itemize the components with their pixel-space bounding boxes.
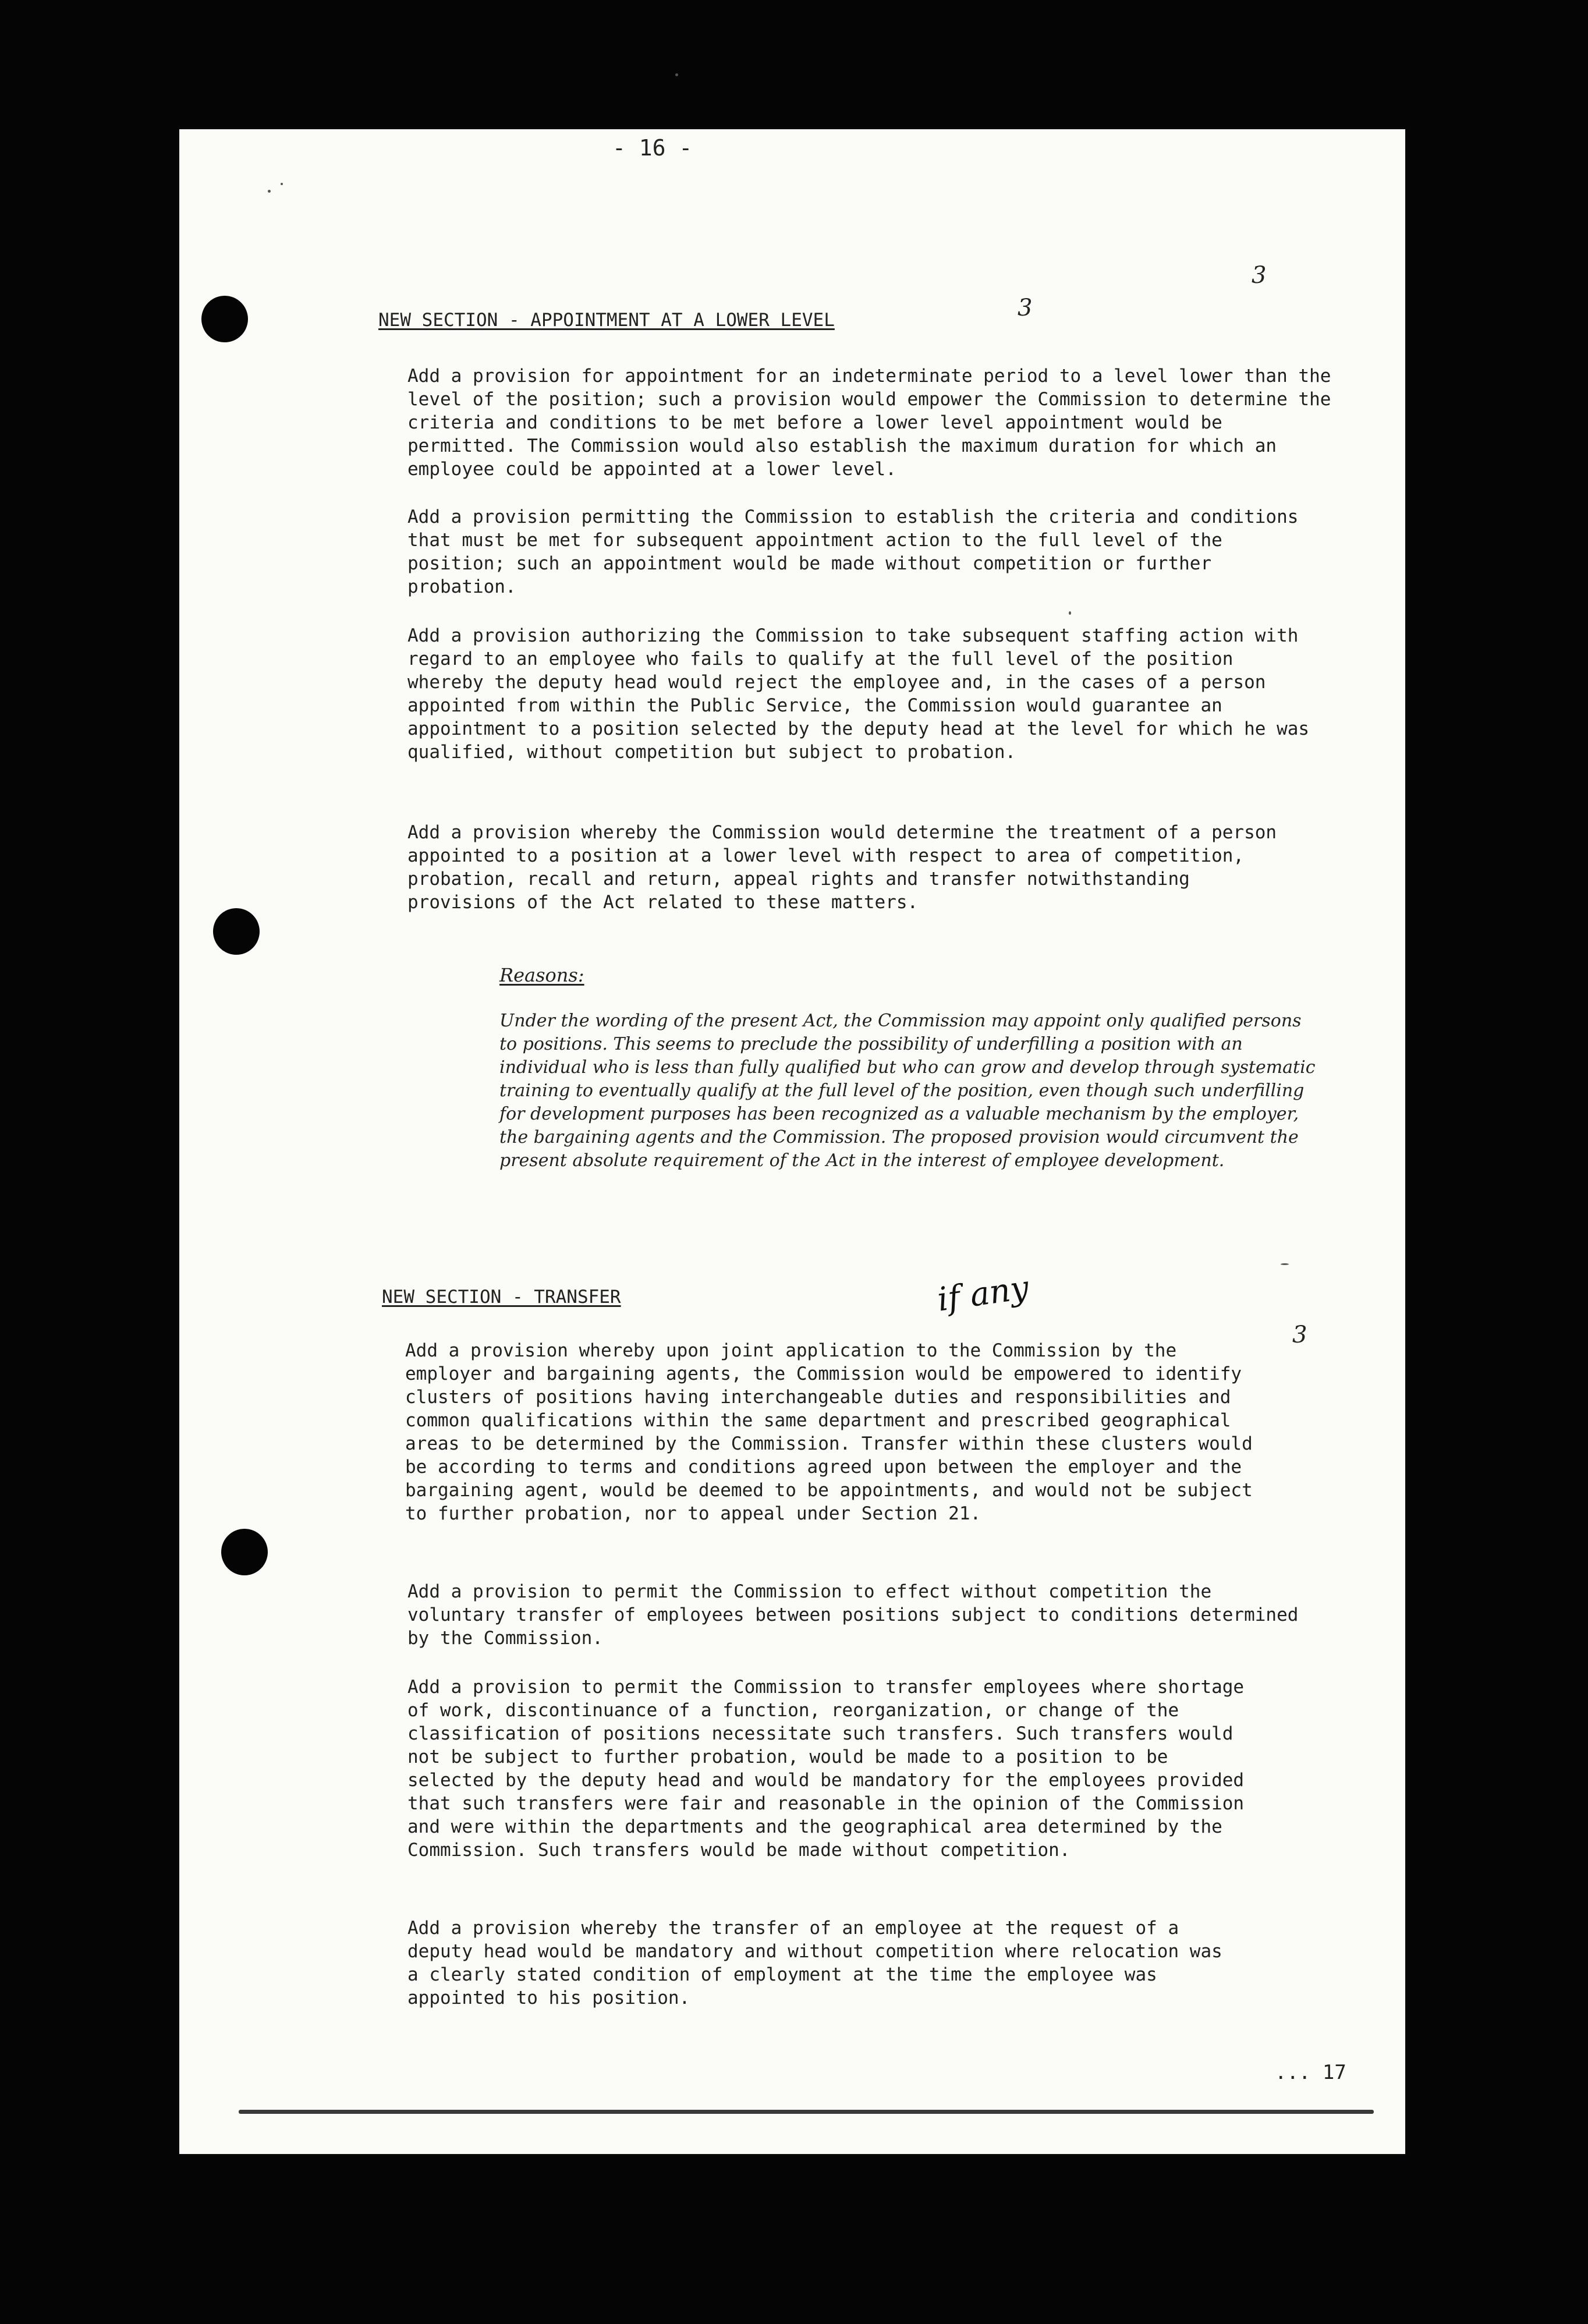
transfer-margin-mark: 3	[1292, 1322, 1307, 1348]
speck-mark	[675, 73, 678, 76]
handwritten-note: if any	[935, 1269, 1032, 1319]
continued-page-indicator: ... 17	[1275, 2061, 1346, 2084]
section-heading-transfer: NEW SECTION - TRANSFER	[382, 1287, 621, 1308]
paragraph-appointment-4: Add a provision whereby the Commission would determine the treatment of a person appointed to a position at a lower level with respect to area of competition, probation, recall and return, appeal rights and transfer notwithstanding provisions of the Act related to these matters.	[407, 822, 1277, 913]
paragraph-transfer-3: Add a provision to permit the Commission to transfer employees where shortage of work, discontinuance of a function, reorganization, or change of the classification of positions necessitate such transfers. Such transfers would not be subject to further probation, would be made to a position to be selected by the deputy head and would be mandatory for the employees provided that such transfers were fair and reasonable in the opinion of the Commission and were within the departments and the geographical area determined by the Commission. Such transfers would be made without competition.	[407, 1677, 1245, 1861]
speck-mark	[268, 190, 271, 193]
paragraph-appointment-2: Add a provision permitting the Commission to establish the criteria and conditions that must be met for subsequent appointment action to the full level of the position; such an appointment would be made without competition or further probation.	[407, 506, 1299, 597]
paragraph-appointment-3: Add a provision authorizing the Commission to take subsequent staffing action with regard to an employee who fails to qualify at the full level of the position whereby the deputy head would reject the employee and, in the cases of a person appointed from within the Public Service, the Commission would guarantee an appointment to a position selected by the deputy head at the level for which he was qualified, without competition but subject to probation.	[407, 625, 1310, 763]
paragraph-transfer-2: Add a provision to permit the Commission to effect without competition the voluntary transfer of employees between positions subject to conditions determined by the Commission.	[407, 1581, 1299, 1649]
punch-hole-middle	[213, 908, 260, 955]
section-margin-mark: 3	[1018, 295, 1033, 321]
page-number: - 16 -	[612, 135, 693, 161]
punch-hole-bottom	[221, 1529, 268, 1575]
punch-hole-top	[201, 296, 248, 342]
speck-mark	[1069, 611, 1071, 615]
paragraph-transfer-4: Add a provision whereby the transfer of an employee at the request of a deputy head would be mandatory and without competition where relocation was a clearly stated condition of employment at the time the employee was appointed to his position.	[407, 1918, 1222, 2008]
footer-rule	[239, 2110, 1374, 2114]
section-heading-appointment: NEW SECTION - APPOINTMENT AT A LOWER LEVEL	[378, 310, 835, 331]
corner-page-mark: 3	[1252, 262, 1267, 289]
speck-mark	[1281, 1263, 1289, 1265]
paragraph-transfer-1: Add a provision whereby upon joint application to the Commission by the employer and bargaining agents, the Commission would be empowered to identify clusters of positions having interchangeable duties and responsibilities and common qualifications within the same department and prescribed geographical areas to be determined by the Commission. Transfer within these clusters would be according to terms and conditions agreed upon between the employer and the bargaining agent, would be deemed to be appointments, and would not be subject to further probation, nor to appeal under Section 21.	[405, 1340, 1253, 1524]
paragraph-appointment-1: Add a provision for appointment for an indeterminate period to a level lower than the level of the position; such a provision would empower the Commission to determine the criteria and conditions to be met before a lower level appointment would be permitted. The Commission would also establish the maximum duration for which an employee could be appointed at a lower level.	[407, 366, 1331, 480]
reasons-text: Under the wording of the present Act, the Commission may appoint only qualified persons to positions. This seems to preclude the possibility of underfilling a position with an individual who is less than fully qualified but who can grow and develop through systematic training to eventually qualify at the full level of the position, even though such underfilling for development purposes has been recognized as a valuable mechanism by the employer, the bargaining agents and the Commission. The proposed provision would circumvent the present absolute requirement of the Act in the interest of employee development.	[499, 1011, 1316, 1171]
reasons-label: Reasons:	[499, 964, 584, 986]
speck-mark	[281, 183, 283, 185]
